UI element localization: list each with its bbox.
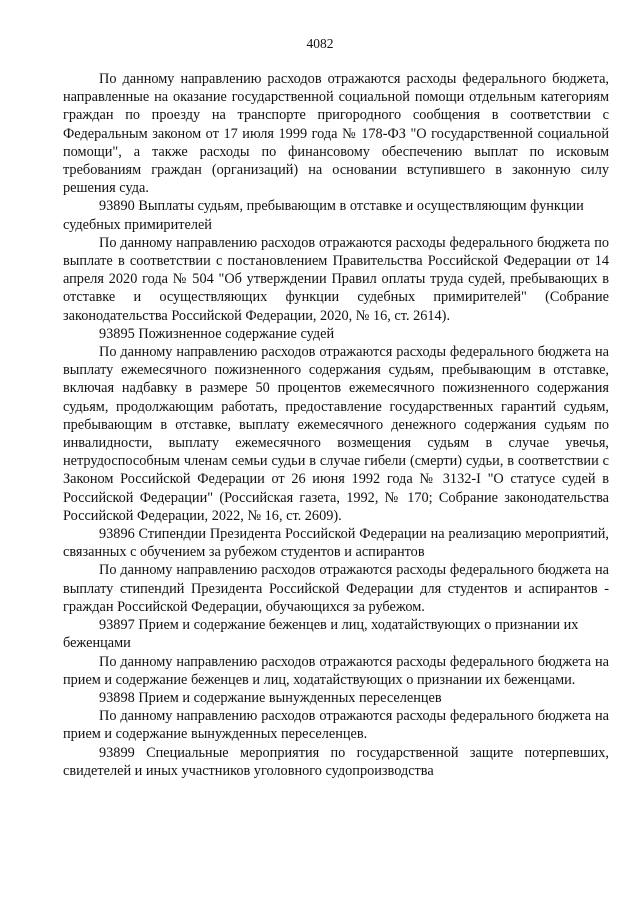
paragraph-93895-description: По данному направлению расходов отражаются расходы федерального бюджета на выплату ежемесячного пожизненного содержания судьям, пребывающим в отставке, включая надбавку в размере 50 процентов ежемесячного пожизненного содержания судьям, продолжающим работать, предоставление государственных гарантий судьям, пребывающим в отставке, выплату ежемесячного денежного содержания судьям по инвалидности, выплату ежемесячного возмещения судьям в случае увечья, нетрудоспособным членам семьи судьи в случае гибели (смерти) судьи, в соответствии с Законом Российской Федерации от 26 июня 1992 года № 3132-I "О статусе судей в Российской Федерации" (Российская газета, 1992, № 170; Собрание законодательства Российской Федерации, 2022, № 16, ст. 2609).	[63, 344, 609, 524]
section-heading-93899: 93899 Специальные мероприятия по государственной защите потерпевших, свидетелей и иных участников уголовного судопроизводства	[63, 744, 609, 779]
section-heading-93895: 93895 Пожизненное содержание судей	[99, 325, 335, 342]
paragraph-93897-description: По данному направлению расходов отражаются расходы федерального бюджета на прием и содержание беженцев и лиц, ходатайствующих о признании их беженцами.	[63, 653, 609, 688]
section-heading-93896: 93896 Стипендии Президента Российской Федерации на реализацию мероприятий, связанных с обучением за рубежом студентов и аспирантов	[63, 526, 609, 561]
paragraph-93898-description: По данному направлению расходов отражаются расходы федерального бюджета на прием и содержание вынужденных переселенцев.	[63, 708, 609, 743]
section-heading-93898: 93898 Прием и содержание вынужденных переселенцев	[99, 689, 442, 706]
section-heading-93890: 93890 Выплаты судьям, пребывающим в отставке и осуществляющим функции судебных примирителей	[63, 198, 584, 233]
page-number: 4082	[306, 36, 334, 51]
paragraph-93880-description: По данному направлению расходов отражаются расходы федерального бюджета, направленные на оказание государственной социальной помощи отдельным категориям граждан по проезду на транспорте пригородного сообщения в соответствии с Федеральным законом от 17 июля 1999 года № 178-ФЗ "О государственной социальной помощи", а также расходы по финансовому обеспечению выплат по исковым требованиям граждан (организаций) на основании вступившего в законную силу решения суда.	[63, 71, 609, 197]
section-heading-93897: 93897 Прием и содержание беженцев и лиц, ходатайствующих о признании их беженцами	[63, 617, 579, 652]
document-body	[63, 70, 609, 780]
paragraph-93896-description: По данному направлению расходов отражаются расходы федерального бюджета на выплату стипендий Президента Российской Федерации для студентов и аспирантов - граждан Российской Федерации, обучающихся за рубежом.	[63, 562, 609, 615]
paragraph-93890-description: По данному направлению расходов отражаются расходы федерального бюджета по выплате в соответствии с постановлением Правительства Российской Федерации от 14 апреля 2020 года № 504 "Об утверждении Правил оплаты труда судей, пребывающих в отставке и осуществляющих функции судебных примирителей" (Собрание законодательства Российской Федерации, 2020, № 16, ст. 2614).	[63, 234, 609, 324]
